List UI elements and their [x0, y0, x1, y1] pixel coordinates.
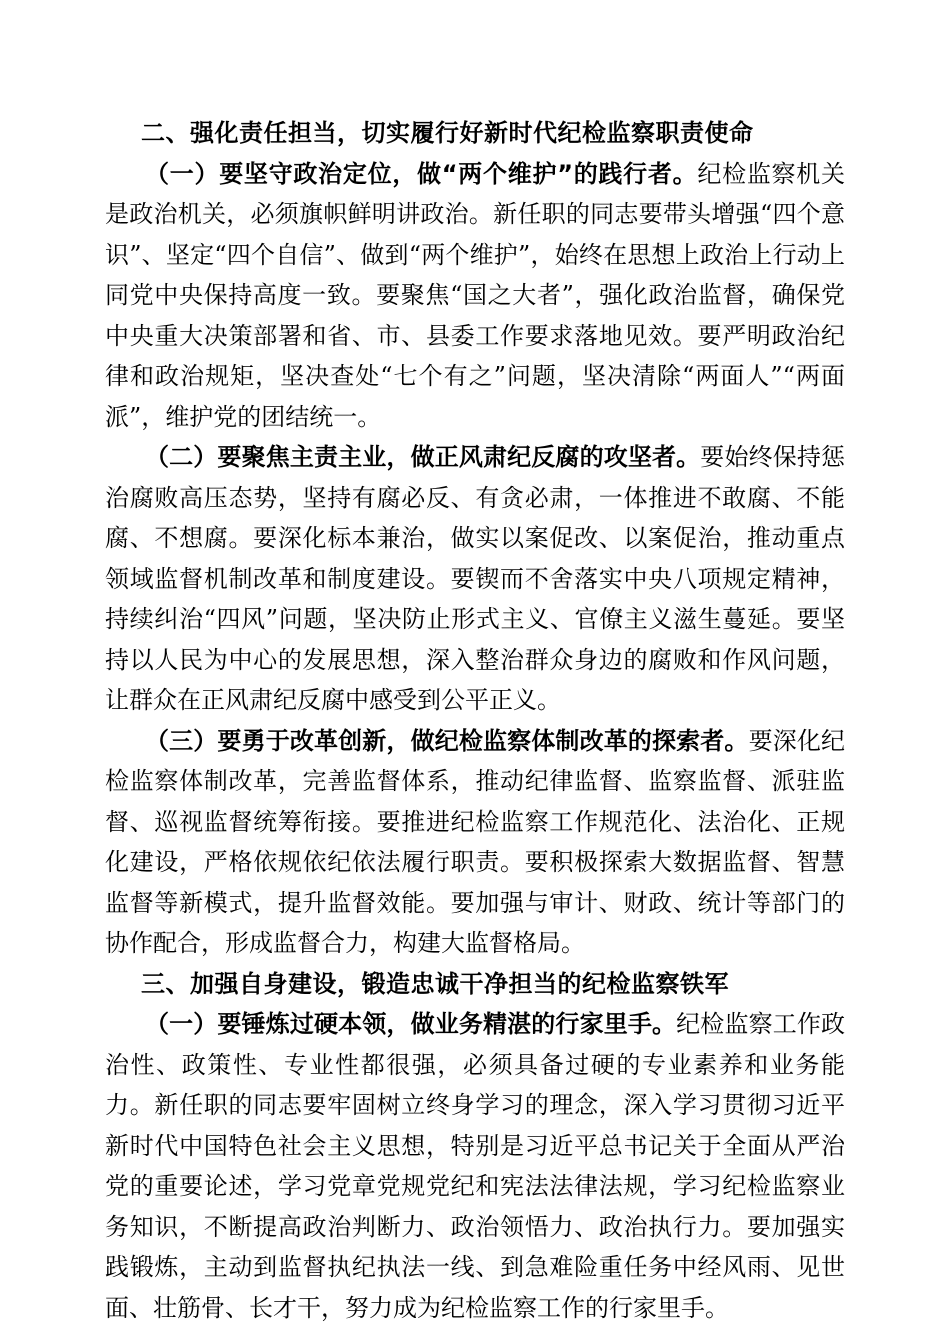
- paragraph-body: 要始终保持惩治腐败高压态势，坚持有腐必反、有贪必肃，一体推进不敢腐、不能腐、不想腐。要深化标本兼治，做实以案促改、以案促治，推动重点领域监督机制改革和制度建设。要锲而不舍落实中央八项规定精神，持续纠治“四风”问题，坚决防止形式主义、官僚主义滋生蔓延。要坚持以人民为中心的发展思想，深入整治群众身边的腐败和作风问题，让群众在正风肃纪反腐中感受到公平正义。: [105, 443, 846, 714]
- section-heading-3: 三、加强自身建设，锻造忠诚干净担当的纪检监察铁军: [141, 969, 729, 998]
- paragraph-body: 纪检监察机关是政治机关，必须旗帜鲜明讲政治。新任职的同志要带头增强“四个意识”、坚定“四个自信”、做到“两个维护”，始终在思想上政治上行动上同党中央保持高度一致。要聚焦“国之大者”，强化政治监督，确保党中央重大决策部署和省、市、县委工作要求落地见效。要严明政治纪律和政治规矩，坚决查处“七个有之”问题，坚决清除“两面人”“两面派”，维护党的团结统一。: [105, 159, 846, 431]
- document-body: [105, 113, 845, 1328]
- paragraph-2-3: [105, 721, 845, 964]
- section-heading-2: 二、强化责任担当，切实履行好新时代纪检监察职责使命: [141, 119, 754, 147]
- paragraph-body: 要深化纪检监察体制改革，完善监督体系，推动纪律监督、监察监督、派驻监督、巡视监督统筹衔接。要推进纪检监察工作规范化、法治化、正规化建设，严格依规依纪依法履行职责。要积极探索大数据监督、智慧监督等新模式，提升监督效能。要加强与审计、财政、统计等部门的协作配合，形成监督合力，构建大监督格局。: [105, 726, 846, 957]
- paragraph-lead: （一）要锤炼过硬本领，做业务精湛的行家里手。: [145, 1010, 677, 1038]
- paragraph-lead: （三）要勇于改革创新，做纪检监察体制改革的探索者。: [145, 726, 749, 755]
- paragraph-lead: （一）要坚守政治定位，做“两个维护”的践行者。: [145, 159, 698, 188]
- paragraph-2-2: [105, 437, 845, 721]
- paragraph-3-1: [105, 1004, 845, 1328]
- paragraph-lead: （二）要聚焦主责主业，做正风肃纪反腐的攻坚者。: [145, 443, 701, 471]
- paragraph-2-1: [105, 154, 845, 438]
- paragraph-body: 纪检监察工作政治性、政策性、专业性都很强，必须具备过硬的专业素养和业务能力。新任职的同志要牢固树立终身学习的理念，深入学习贯彻习近平新时代中国特色社会主义思想，特别是习近平总书记关于全面从严治党的重要论述，学习党章党规党纪和宪法法律法规，学习纪检监察业务知识，不断提高政治判断力、政治领悟力、政治执行力。要加强实践锻炼，主动到监督执纪执法一线、到急难险重任务中经风雨、见世面、壮筋骨、长才干，努力成为纪检监察工作的行家里手。: [105, 1010, 846, 1322]
